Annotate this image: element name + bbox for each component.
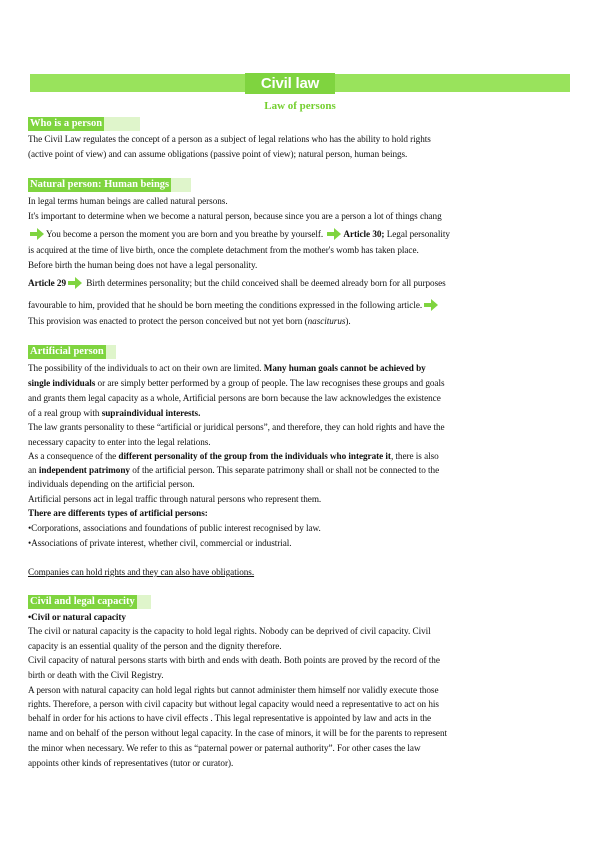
subheading	[28, 611, 126, 623]
paragraph-line: The law grants personality to these “artificial or juridical persons”, and therefore, they can hold rights and have the	[28, 422, 445, 432]
text-run: or are simply better performed by a group of people. The law recognises these groups and goals	[97, 378, 445, 388]
text-run: , there is also	[390, 451, 439, 461]
arrow-right-icon	[30, 228, 44, 240]
paragraph-line	[28, 315, 351, 327]
section-heading-who: Who is a person	[30, 118, 103, 129]
section-heading-natural-person: Natural person: Human beings	[30, 179, 170, 190]
paragraph-line	[28, 464, 439, 476]
text-run: an	[28, 465, 37, 475]
emphasis: different personality of the group from the individuals who integrate it	[118, 451, 391, 461]
emphasis: supraindividual interests.	[101, 408, 201, 418]
paragraph-line: rights. Therefore, a person with civil capacity but without legal capacity would need a representative to act on his	[28, 699, 439, 709]
subheading-text: •Civil or natural capacity	[28, 612, 126, 622]
text-run: Legal personality	[386, 229, 450, 239]
text-run: This provision was enacted to protect the person conceived but not yet born (	[28, 316, 308, 326]
text-run: of a real group with	[28, 408, 100, 418]
paragraph-line: Before birth the human being does not have a legal personality.	[28, 260, 258, 270]
paragraph-line: In legal terms human beings are called natural persons.	[28, 196, 228, 206]
paragraph-line	[28, 377, 445, 389]
list-item: •Associations of private interest, whether civil, commercial or industrial.	[28, 538, 292, 548]
article-reference: Article 29	[28, 278, 67, 288]
paragraph-line: birth or death with the Civil Registry.	[28, 670, 164, 680]
list-item: •Corporations, associations and foundations of public interest recognised by law.	[28, 523, 321, 533]
paragraph-line	[28, 407, 200, 419]
arrow-right-icon	[327, 228, 341, 240]
arrow-right-icon	[424, 299, 438, 311]
paragraph-line	[28, 450, 439, 462]
paragraph-line: is acquired at the time of live birth, once the complete detachment from the mother's womb has taken place.	[28, 245, 419, 255]
paragraph-line: Civil capacity of natural persons starts with birth and ends with death. Both points are proved by the record of the	[28, 655, 440, 665]
paragraph-line: individuals depending on the artificial person.	[28, 479, 195, 489]
paragraph-line: appoints other kinds of representatives (tutor or curator).	[28, 758, 234, 768]
paragraph-line: The civil or natural capacity is the capacity to hold legal rights. Nobody can be deprived of civil capacity. Civil	[28, 626, 431, 636]
paragraph-line: name and on behalf of the person without legal capacity. In the case of minors, it will be for the parents to represent	[28, 728, 447, 738]
text-run: favourable to him, provided that he should be born meeting the conditions expressed in the following article.	[28, 300, 423, 310]
article-reference: Article 30;	[343, 229, 385, 239]
paragraph-line: A person with natural capacity can hold legal rights but cannot administer them himself nor validly execute those	[28, 685, 439, 695]
paragraph-line	[28, 228, 450, 240]
latin-term: nasciturus	[307, 316, 346, 326]
page-subtitle: Law of persons	[264, 100, 336, 112]
text-run: of the artificial person. This separate patrimony shall or shall not be connected to the	[132, 465, 440, 475]
paragraph-line: Artificial persons act in legal traffic through natural persons who represent them.	[28, 494, 322, 504]
text-run: The possibility of the individuals to act on their own are limited.	[28, 363, 262, 373]
paragraph-line	[28, 299, 440, 311]
emphasis: single individuals	[28, 378, 96, 388]
text-run: Birth determines personality; but the child conceived shall be deemed already born for all purposes	[86, 278, 446, 288]
section-heading-artificial-person: Artificial person	[30, 346, 104, 357]
section-heading-capacity: Civil and legal capacity	[30, 596, 135, 607]
paragraph-line: (active point of view) and can assume obligations (passive point of view); natural person, human beings.	[28, 149, 408, 159]
paragraph-line	[28, 507, 208, 519]
underlined-note: Companies can hold rights and they can also have obligations.	[28, 567, 255, 577]
text-run: ).	[345, 316, 351, 326]
page-title: Civil law	[245, 73, 335, 94]
paragraph-line: It's important to determine when we become a natural person, because since you are a person a lot of things chang	[28, 211, 442, 221]
paragraph-line	[28, 362, 426, 374]
emphasis: Many human goals cannot be achieved by	[263, 363, 426, 373]
text-run: You become a person the moment you are born and you breathe by yourself.	[46, 229, 324, 239]
paragraph-line	[28, 277, 446, 289]
paragraph-line: capacity is an essential quality of the person and the dignity therefore.	[28, 641, 282, 651]
emphasis: independent patrimony	[38, 465, 130, 475]
paragraph-line: The Civil Law regulates the concept of a person as a subject of legal relations who has the ability to hold rights	[28, 134, 431, 144]
emphasis: There are differents types of artificial persons:	[28, 508, 208, 518]
paragraph-line: necessary capacity to enter into the legal relations.	[28, 437, 211, 447]
arrow-right-icon	[68, 277, 82, 289]
text-run: As a consequence of the	[28, 451, 117, 461]
paragraph-line: behalf in order for his actions to have civil effects . This legal representative is appointed by law and acts in the	[28, 713, 432, 723]
paragraph-line: and grants them legal capacity as a whole, Artificial persons are born because the law acknowledges the existence	[28, 393, 441, 403]
paragraph-line: the minor when necessary. We refer to this as “paternal power or paternal authority”. For other cases the law	[28, 743, 421, 753]
